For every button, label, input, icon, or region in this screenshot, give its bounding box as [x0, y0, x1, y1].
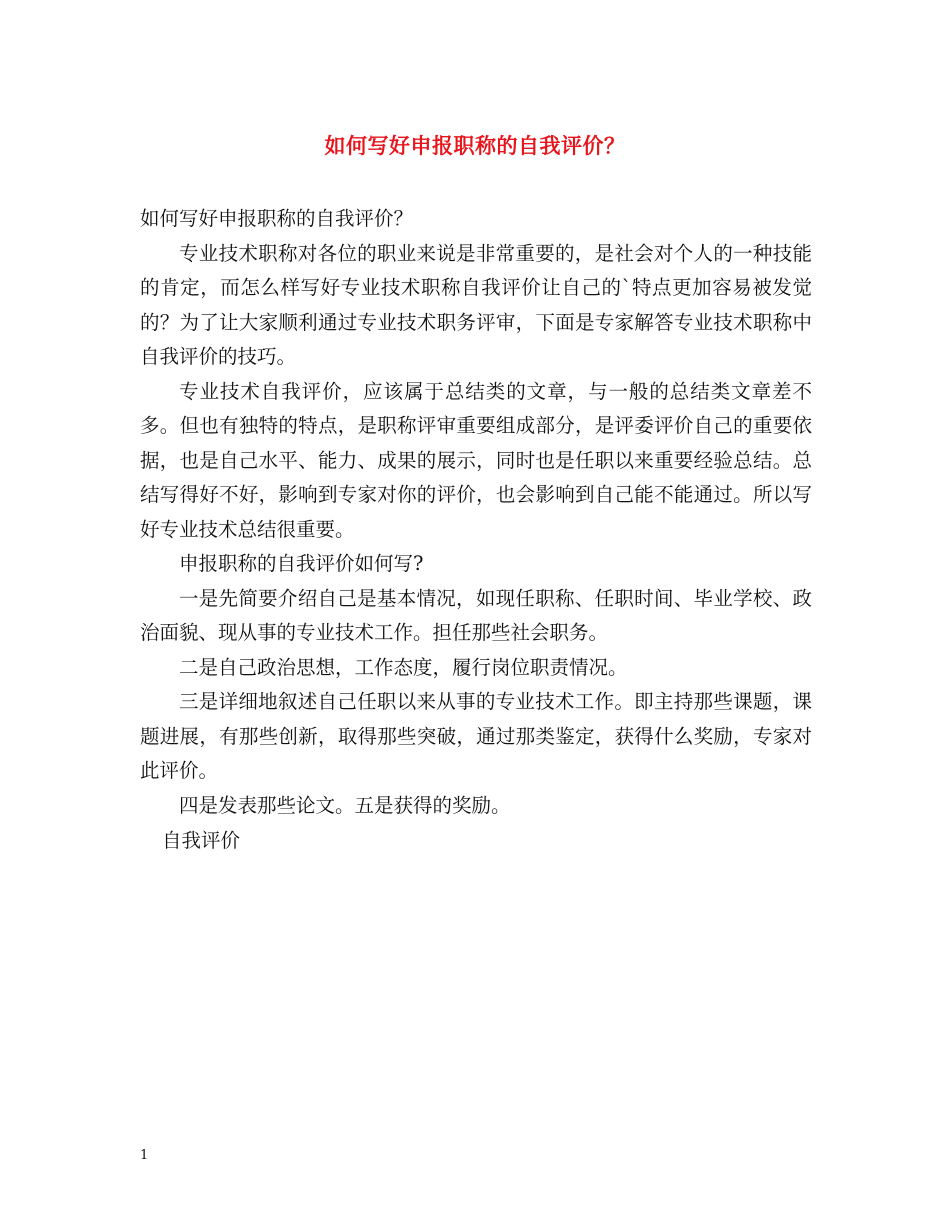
document-title: 如何写好申报职称的自我评价？ — [324, 133, 626, 158]
page-number: 1 — [140, 1148, 149, 1163]
paragraph-summary: 专业技术自我评价，应该属于总结类的文章，与一般的总结类文章差不多。但也有独特的特点，是职称评审重要组成部分，是评委评价自己的重要依据，也是自己水平、能力、成果的展示，同时也是任职以来重要经验总结。总结写得好不好，影响到专家对你的评价，也会影响到自己能不能通过。所以写好专业技术总结很重要。 — [140, 379, 812, 541]
paragraph-point-two: 二是自己政治思想，工作态度，履行岗位职责情况。 — [179, 655, 628, 679]
paragraph-subtitle: 如何写好申报职称的自我评价？ — [140, 207, 414, 230]
paragraph-point-four-five: 四是发表那些论文。五是获得的奖励。 — [179, 793, 511, 817]
paragraph-point-one: 一是先简要介绍自己是基本情况，如现任职称、任职时间、毕业学校、政治面貌、现从事的专业技术工作。担任那些社会职务。 — [140, 586, 812, 644]
paragraph-tag: 自我评价 — [162, 829, 241, 852]
paragraph-how-to-heading: 申报职称的自我评价如何写? — [179, 552, 424, 575]
paragraph-intro: 专业技术职称对各位的职业来说是非常重要的，是社会对个人的一种技能的肯定，而怎么样写好专业技术职称自我评价让自己的`特点更加容易被发觉的？为了让大家顺利通过专业技术职务评审，下面是专家解答专业技术职称中自我评价的技巧。 — [140, 241, 812, 368]
paragraph-point-three: 三是详细地叙述自己任职以来从事的专业技术工作。即主持那些课题，课题进展，有那些创新，取得那些突破，通过那类鉴定，获得什么奖励，专家对此评价。 — [140, 690, 812, 782]
document-body — [140, 202, 812, 859]
